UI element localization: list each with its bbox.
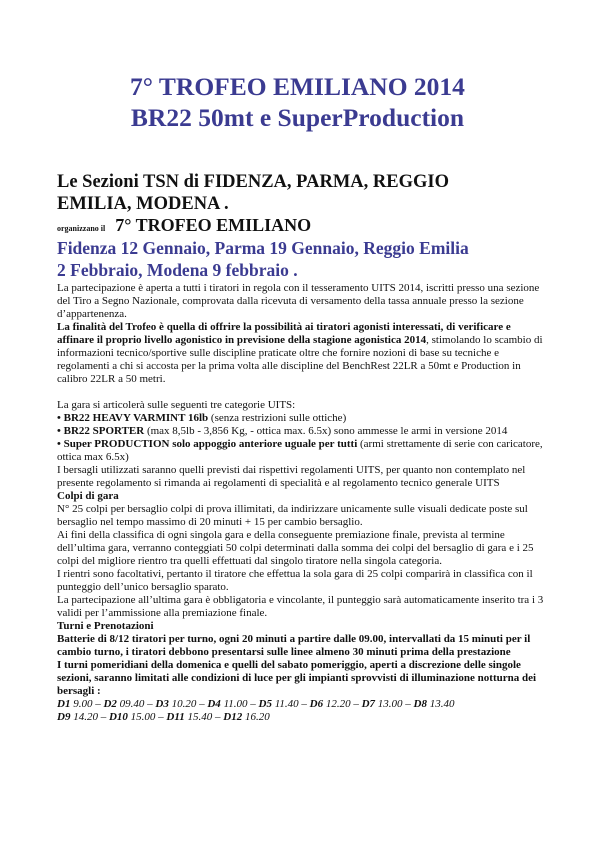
shift-code: D5 xyxy=(258,698,272,710)
event-dates xyxy=(57,237,557,281)
targets-paragraph: I bersagli utilizzati saranno quelli previsti dai rispettivi regolamenti UITS, per quanto non contemplato nel presente regolamento si rimanda ai regolamenti di specialità e al regolamento tecnico generale UITS xyxy=(57,464,526,489)
purpose-bold-text: La finalità del Trofeo è quella di offrire la possibilità ai tiratori agonisti interessati, di verificare e affinare il proprio livello agonistico in previsione della stagione agonistica 2014 xyxy=(57,321,511,346)
participation-paragraph: La partecipazione è aperta a tutti i tiratori in regola con il tesseramento UITS 2014, iscritti presso una sezione del Tiro a Segno Nazionale, comprovata dalla ricevuta di versamento della tassa annuale presso la sezione d’appartenenza. xyxy=(57,282,540,320)
schedule-row: D9 14.20 – D10 15.00 – D11 15.40 – D12 16.20 xyxy=(57,711,270,723)
category-item xyxy=(57,438,547,464)
shots-paragraph: N° 25 colpi per bersaglio colpi di prova illimitati, da indirizzare unicamente sulle visuali dedicate poste sul bersaglio nel tempo massimo di 20 minuti + 15 per cambio bersaglio. xyxy=(57,503,528,528)
category-name: • BR22 HEAVY VARMINT 16lb xyxy=(57,412,209,424)
shots-heading: Colpi di gara xyxy=(57,490,119,502)
shift-time: 12.20 xyxy=(325,698,351,710)
category-item xyxy=(57,412,547,425)
shift-code: D8 xyxy=(413,698,427,710)
ranking-paragraph: Ai fini della classifica di ogni singola gara e della conseguente premiazione finale, prevista al termine dell’ultima gara, verranno conteggiati 50 colpi determinati dalla somma dei colpi del bersaglio di gara e i 25 colpi del migliore rientro tra quelli effettuati dal singolo tiratore nella singola categoria. xyxy=(57,529,534,567)
shift-time: 11.00 xyxy=(223,698,248,710)
shift-time: 09.40 xyxy=(119,698,145,710)
categories-intro: La gara si articolerà sulle seguenti tre categorie UITS: xyxy=(57,399,296,411)
category-desc: (armi strettamente di serie con caricatore, ottica max 6.5x) xyxy=(57,438,543,463)
shift-time: 15.40 xyxy=(187,711,213,723)
shift-code: D7 xyxy=(361,698,376,710)
shift-time: 16.20 xyxy=(244,711,270,723)
shift-time: 9.00 xyxy=(73,698,93,710)
shift-time: 11.40 xyxy=(274,698,299,710)
shift-time: 13.00 xyxy=(377,698,403,710)
category-name: • BR22 SPORTER xyxy=(57,425,145,437)
batteries-paragraph: Batterie di 8/12 tiratori per turno, ogni 20 minuti a partire dalle 09.00, intervallati da 15 minuti per il cambio turno, i tiratori debbono presentarsi sulle linee almeno 30 minuti prima della prestazione xyxy=(57,633,531,658)
shift-code: D1 xyxy=(57,698,71,710)
category-item xyxy=(57,425,547,438)
document-subtitle: BR22 50mt e SuperProduction xyxy=(130,103,465,132)
organize-line xyxy=(57,215,311,236)
shift-code: D4 xyxy=(207,698,221,710)
category-desc: (max 8,5lb - 3,856 Kg, - ottica max. 6.5x) sono ammesse le armi in versione 2014 xyxy=(144,425,508,437)
final-race-paragraph: La partecipazione all’ultima gara è obbligatoria e vincolante, il punteggio sarà automaticamente inserito tra i 3 validi per l’ammissione alla premiazione finale. xyxy=(57,594,544,619)
shift-code: D10 xyxy=(108,711,128,723)
sections-heading-line1: Le Sezioni TSN di FIDENZA, PARMA, REGGIO xyxy=(57,172,449,192)
sections-heading-line2: EMILIA, MODENA . xyxy=(57,194,229,214)
shift-code: D2 xyxy=(103,698,117,710)
organize-trophy-name: 7° TROFEO EMILIANO xyxy=(115,215,312,235)
organize-small-text: organizzano il xyxy=(57,224,106,233)
shift-time: 15.00 xyxy=(130,711,156,723)
regulation-body xyxy=(57,282,547,724)
category-name: • Super PRODUCTION solo appoggio anteriore uguale per tutti xyxy=(57,438,358,450)
shift-code: D3 xyxy=(155,698,169,710)
category-desc: (senza restrizioni sulle ottiche) xyxy=(208,412,347,424)
event-dates-line1: Fidenza 12 Gennaio, Parma 19 Gennaio, Reggio Emilia xyxy=(57,238,469,258)
afternoon-shifts-paragraph: I turni pomeridiani della domenica e quelli del sabato pomeriggio, aperti a discrezione delle singole sezioni, saranno limitati alle condizioni di luce per gli impianti sprovvisti di illuminazione notturna dei bersagli : xyxy=(57,659,537,697)
shift-code: D11 xyxy=(166,711,185,723)
purpose-text: , stimolando lo scambio di informazioni tecnico/sportive sulle discipline praticate oltre che fornire nozioni di base su tecniche e regolamenti a chi si accosta per la prima volta alle discipline del BenchRest 22LR a 50mt e Production in calibro 22LR a 50 metri. xyxy=(57,334,543,385)
shifts-heading: Turni e Prenotazioni xyxy=(57,620,154,632)
shift-code: D12 xyxy=(223,711,243,723)
shift-time: 10.20 xyxy=(171,698,197,710)
purpose-paragraph xyxy=(57,321,547,386)
document-title: 7° TROFEO EMILIANO 2014 xyxy=(130,72,465,101)
shift-time: 14.20 xyxy=(73,711,98,723)
shift-code: D6 xyxy=(309,698,324,710)
shift-code: D9 xyxy=(57,711,71,723)
schedule-row: D1 9.00 – D2 09.40 – D3 10.20 – D4 11.00 – D5 11.40 – D6 12.20 – D7 13.00 – D8 13.40 xyxy=(57,698,455,710)
shift-time: 13.40 xyxy=(429,698,455,710)
reentry-paragraph: I rientri sono facoltativi, pertanto il tiratore che effettua la sola gara di 25 colpi comparirà in classifica con il punteggio dell’unico bersaglio sparato. xyxy=(57,568,533,593)
event-dates-line2: 2 Febbraio, Modena 9 febbraio . xyxy=(57,260,298,280)
